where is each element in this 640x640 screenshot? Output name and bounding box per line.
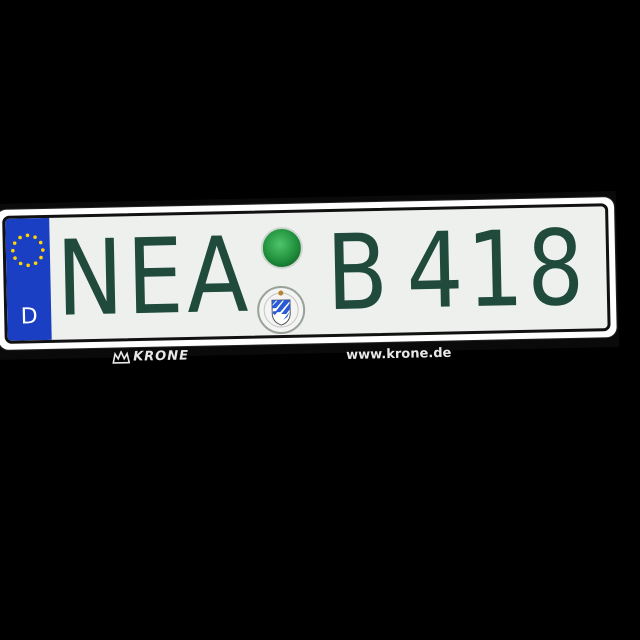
frame-brand	[112, 348, 189, 365]
frame-url: www.krone.de	[346, 345, 452, 363]
inspection-sticker-icon	[260, 227, 303, 270]
district-code: NEA	[55, 213, 253, 340]
eu-band	[5, 218, 52, 341]
series-letters: B	[325, 210, 393, 335]
plate-number: 418	[405, 206, 589, 333]
eu-stars-icon	[5, 228, 50, 273]
country-code: D	[20, 304, 38, 330]
crown-icon	[112, 350, 130, 364]
bavaria-seal-icon	[256, 285, 307, 336]
license-plate	[0, 197, 617, 350]
plate-face	[2, 203, 611, 344]
frame-brand-label: KRONE	[132, 348, 190, 365]
plate-seals	[251, 222, 310, 343]
